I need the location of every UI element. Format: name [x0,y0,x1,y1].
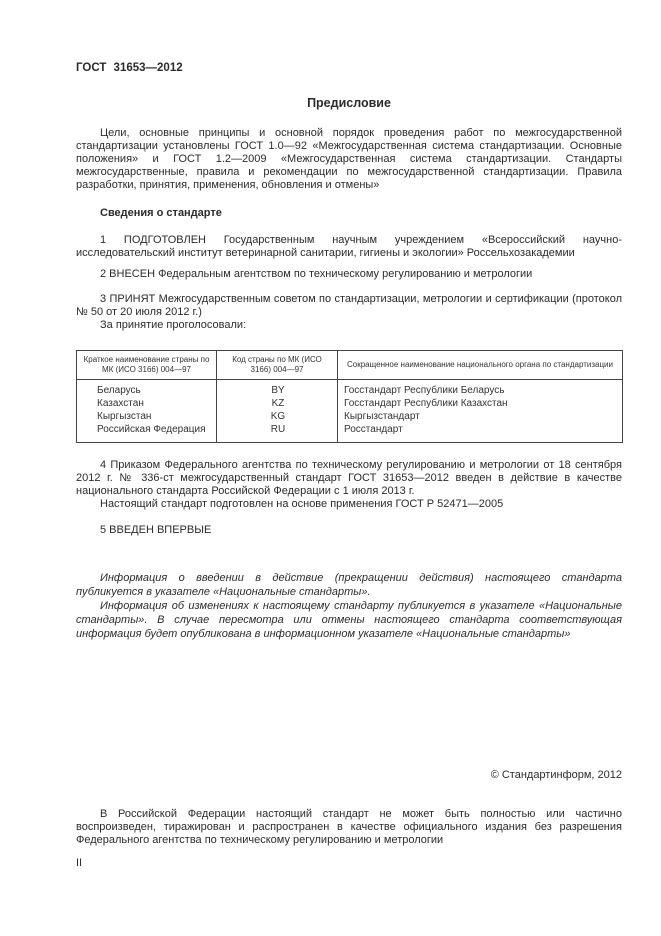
column-header-country-name: Краткое наименование страны по МК (ИСО 3166) 004—97 [77,351,217,380]
table-cell: Российская Федерация [97,424,206,435]
note-amendments: Информация об изменениях к настоящему стандарту публикуется в указателе «Национальные стандарты». В случае пересмотра или отмены настоящего стандарта соответствующая информация будет опубликована в информационном указателе «Национальные стандарты» [76,600,622,640]
item-adopted: 3 ПРИНЯТ Межгосударственным советом по стандартизации, метрологии и сертификации (протокол № 50 от 20 июля 2012 г.) [76,293,622,318]
item-order-basis: Настоящий стандарт подготовлен на основе применения ГОСТ Р 52471—2005 [100,498,504,510]
reproduction-restriction: В Российской Федерации настоящий стандарт не может быть полностью или частично воспроизведен, тиражирован и распространен в качестве официального издания без разрешения Федерального агентства по техническому регулированию и метрологии [76,808,622,846]
doc-code: ГОСТ 31653—2012 [76,62,183,74]
page-number: II [76,857,83,869]
item-order: 4 Приказом Федерального агентства по техническому регулированию и метрологии от 18 сентября 2012 г. № 336-ст межгосударственный стандарт ГОСТ 31653—2012 введен в действие в качестве национального стандарта Российской Федерации с 1 июля 2013 г. [76,459,622,497]
table-cell: Беларусь [97,385,141,396]
country-code-cell [217,380,338,443]
item-first-introduced: 5 ВВЕДЕН ВПЕРВЫЕ [100,524,212,536]
standard-info-heading: Сведения о стандарте [100,207,222,219]
table-cell: RU [270,424,286,435]
publication-notes [76,571,622,641]
column-header-national-body: Сокращенное наименование национального органа по стандартизации [338,351,623,380]
table-cell: Госстандарт Республики Казахстан [344,398,508,409]
item-submitted: 2 ВНЕСЕН Федеральным агентством по техническому регулированию и метрологии [100,268,533,280]
item-prepared: 1 ПОДГОТОВЛЕН Государственным научным учреждением «Всероссийский научно-исследовательский институт ветеринарной санитарии, гигиены и экологии» Россельхозакадемии [76,234,622,259]
note-enactment: Информация о введении в действие (прекращении действия) настоящего стандарта публикуется в указателе «Национальные стандарты». [76,572,622,598]
table-cell: BY [271,385,285,396]
table-cell: Казахстан [97,398,144,409]
table-cell: Кыргызстан [97,411,152,422]
table-cell: KG [270,411,286,422]
country-name-cell [77,380,217,443]
column-header-country-code: Код страны по МК (ИСО 3166) 004—97 [217,351,338,380]
voting-lead-in: За принятие проголосовали: [100,319,247,331]
national-body-cell [338,380,623,443]
table-cell: Росстандарт [344,424,403,435]
page-title: Предисловие [307,96,391,110]
voting-table [76,350,623,443]
table-cell: Госстандарт Республики Беларусь [344,385,505,396]
copyright-notice: © Стандартинформ, 2012 [490,769,622,781]
table-body-row [77,380,623,443]
table-cell: KZ [271,398,285,409]
intro-paragraph: Цели, основные принципы и основной порядок проведения работ по межгосударственной стандартизации установлены ГОСТ 1.0—92 «Межгосударственная система стандартизации. Основные положения» и ГОСТ 1.2—2009 «Межгосударственная система стандартизации. Стандарты межгосударственные, правила и рекомендации по межгосударственной стандартизации. Правила разработки, принятия, применения, обновления и отмены» [76,127,622,191]
table-cell: Кыргызстандарт [344,411,420,422]
table-header-row [77,351,623,380]
